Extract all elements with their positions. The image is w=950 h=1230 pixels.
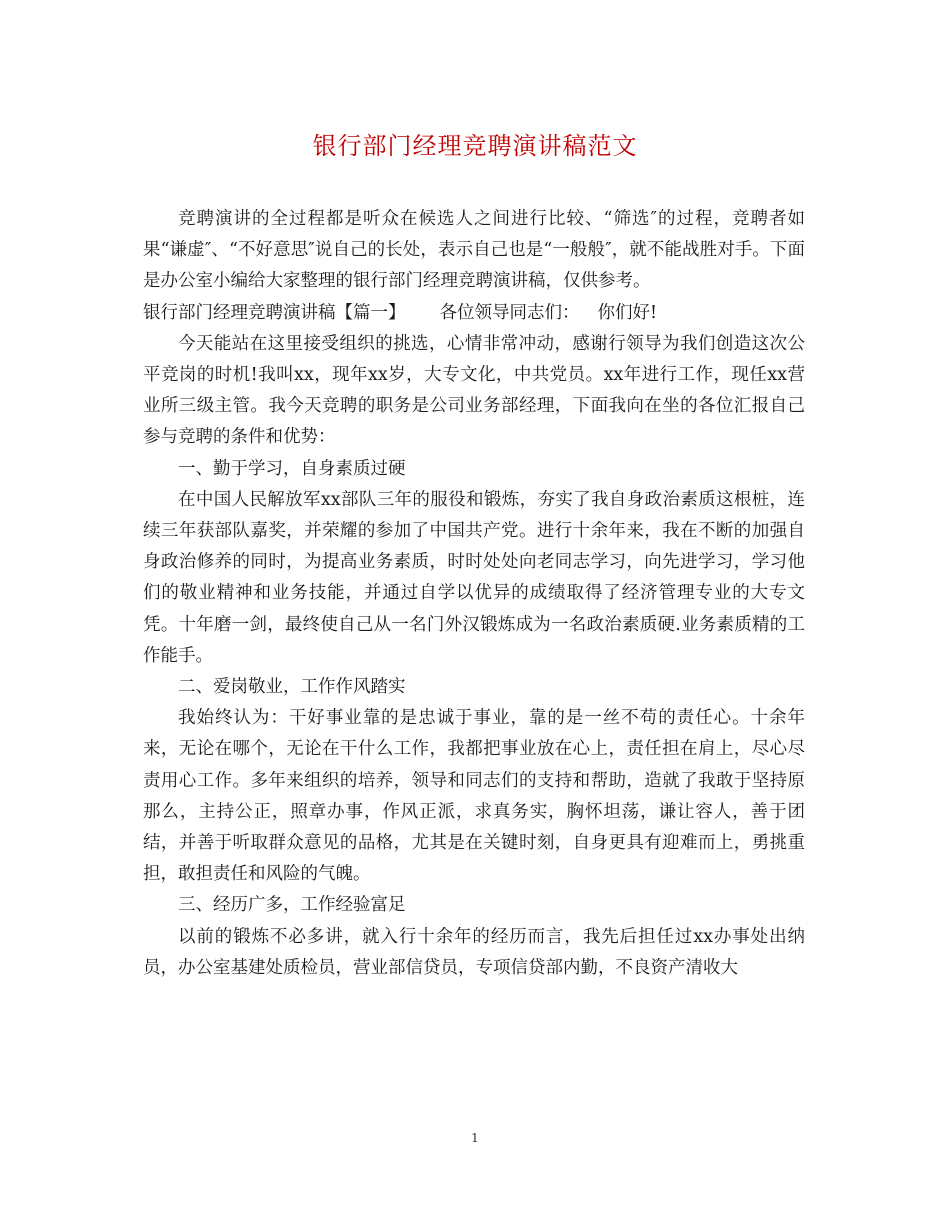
subheading: 三、经历广多，工作经验富足 (178, 895, 406, 916)
salutation: 各位领导同志们： (439, 302, 580, 323)
greeting: 你们好! (597, 302, 658, 323)
document-body (143, 204, 805, 984)
intro-paragraph: 竞聘演讲的全过程都是听众在候选人之间进行比较、“筛选″的过程，竞聘者如果“谦虚″、“不好意思″说自己的长处，表示自己也是“一般般″，就不能战胜对手。下面是办公室小编给大家整理的银行部门经理竞聘演讲稿，仅供参考。 (143, 209, 805, 292)
body-paragraph: 以前的锻炼不必多讲，就入行十余年的经历而言，我先后担任过xx办事处出纳员，办公室基建处质检员，营业部信贷员，专项信贷部内勤，不良资产清收大 (143, 926, 805, 978)
section-heading-line (143, 298, 805, 329)
body-paragraph: 在中国人民解放军xx部队三年的服役和锻炼，夯实了我自身政治素质这根桩，连续三年获部队嘉奖，并荣耀的参加了中国共产党。进行十余年来，我在不断的加强自身政治修养的同时，为提高业务素质，时时处处向老同志学习，向先进学习，学习他们的敬业精神和业务技能，并通过自学以优异的成绩取得了经济管理专业的大专文凭。十年磨一剑，最终使自己从一名门外汉锻炼成为一名政治素质硬.业务素质精的工作能手。 (143, 489, 805, 666)
document-title: 银行部门经理竞聘演讲稿范文 (312, 132, 638, 160)
body-paragraph: 今天能站在这里接受组织的挑选，心情非常冲动，感谢行领导为我们创造这次公平竞岗的时机!我叫xx，现年xx岁，大专文化，中共党员。xx年进行工作，现任xx营业所三级主管。我今天竞聘的职务是公司业务部经理，下面我向在坐的各位汇报自己参与竞聘的条件和优势： (143, 333, 805, 448)
subheading: 二、爱岗敬业，工作作风踏实 (178, 677, 406, 698)
section-title: 银行部门经理竞聘演讲稿【篇一】 (143, 302, 406, 323)
page-number: 1 (471, 1131, 479, 1145)
body-paragraph: 我始终认为：干好事业靠的是忠诚于事业，靠的是一丝不苟的责任心。十余年来，无论在哪个，无论在干什么工作，我都把事业放在心上，责任担在肩上，尽心尽责用心工作。多年来组织的培养，领导和同志们的支持和帮助，造就了我敢于坚持原那么，主持公正，照章办事，作风正派，求真务实，胸怀坦荡，谦让容人，善于团结，并善于听取群众意见的品格，尤其是在关键时刻，自身更具有迎难而上，勇挑重担，敢担责任和风险的气魄。 (143, 708, 805, 885)
subheading: 一、勤于学习，自身素质过硬 (178, 458, 406, 479)
